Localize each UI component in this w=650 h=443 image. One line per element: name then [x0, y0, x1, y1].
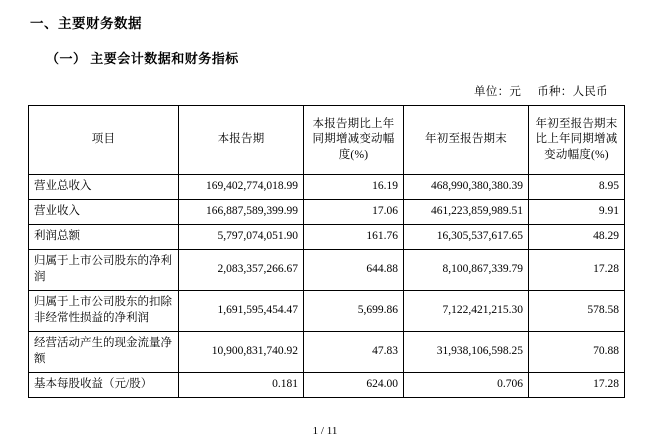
table-row — [29, 373, 625, 398]
row-current-change: 624.00 — [304, 373, 404, 398]
row-ytd-change: 9.91 — [529, 200, 625, 225]
row-ytd: 461,223,859,989.51 — [404, 200, 529, 225]
row-current-period: 1,691,595,454.47 — [179, 291, 304, 332]
row-label: 营业总收入 — [29, 175, 179, 200]
row-current-change: 161.76 — [304, 225, 404, 250]
row-label: 经营活动产生的现金流量净额 — [29, 332, 179, 373]
row-current-period: 2,083,357,266.67 — [179, 250, 304, 291]
row-current-change: 16.19 — [304, 175, 404, 200]
row-ytd-change: 578.58 — [529, 291, 625, 332]
row-current-period: 169,402,774,018.99 — [179, 175, 304, 200]
table-row — [29, 332, 625, 373]
row-current-change: 644.88 — [304, 250, 404, 291]
row-current-change: 17.06 — [304, 200, 404, 225]
row-ytd: 0.706 — [404, 373, 529, 398]
table-row — [29, 225, 625, 250]
row-label: 归属于上市公司股东的净利润 — [29, 250, 179, 291]
row-ytd: 7,122,421,215.30 — [404, 291, 529, 332]
units-line — [28, 83, 608, 99]
row-label: 归属于上市公司股东的扣除非经常性损益的净利润 — [29, 291, 179, 332]
column-header-current-period: 本报告期 — [179, 106, 304, 175]
row-ytd: 31,938,106,598.25 — [404, 332, 529, 373]
financial-data-table — [28, 105, 625, 398]
column-header-ytd: 年初至报告期末 — [404, 106, 529, 175]
unit-label: 单位：元 — [473, 86, 522, 98]
section-heading-main-financial-data: 一、主要财务数据 — [30, 16, 142, 31]
table-body — [29, 175, 625, 398]
table-row — [29, 291, 625, 332]
row-ytd: 468,990,380,380.39 — [404, 175, 529, 200]
page-number: 1 / 11 — [312, 425, 338, 437]
row-label: 营业收入 — [29, 200, 179, 225]
column-header-item: 项目 — [29, 106, 179, 175]
column-header-current-period-change: 本报告期比上年同期增减变动幅度(%) — [304, 106, 404, 175]
subsection-heading-accounting-data: （一） 主要会计数据和财务指标 — [46, 51, 239, 66]
column-header-ytd-change: 年初至报告期末比上年同期增减变动幅度(%) — [529, 106, 625, 175]
row-current-period: 166,887,589,399.99 — [179, 200, 304, 225]
row-current-period: 5,797,074,051.90 — [179, 225, 304, 250]
table-row — [29, 200, 625, 225]
row-ytd-change: 17.28 — [529, 373, 625, 398]
currency-label: 币种：人民币 — [537, 86, 608, 98]
row-ytd-change: 70.88 — [529, 332, 625, 373]
row-ytd-change: 48.29 — [529, 225, 625, 250]
table-row — [29, 250, 625, 291]
row-label: 基本每股收益（元/股） — [29, 373, 179, 398]
row-ytd: 8,100,867,339.79 — [404, 250, 529, 291]
row-current-period: 10,900,831,740.92 — [179, 332, 304, 373]
row-current-change: 5,699.86 — [304, 291, 404, 332]
row-current-period: 0.181 — [179, 373, 304, 398]
row-current-change: 47.83 — [304, 332, 404, 373]
row-label: 利润总额 — [29, 225, 179, 250]
row-ytd-change: 17.28 — [529, 250, 625, 291]
row-ytd: 16,305,537,617.65 — [404, 225, 529, 250]
table-row — [29, 175, 625, 200]
table-header-row — [29, 106, 625, 175]
row-ytd-change: 8.95 — [529, 175, 625, 200]
